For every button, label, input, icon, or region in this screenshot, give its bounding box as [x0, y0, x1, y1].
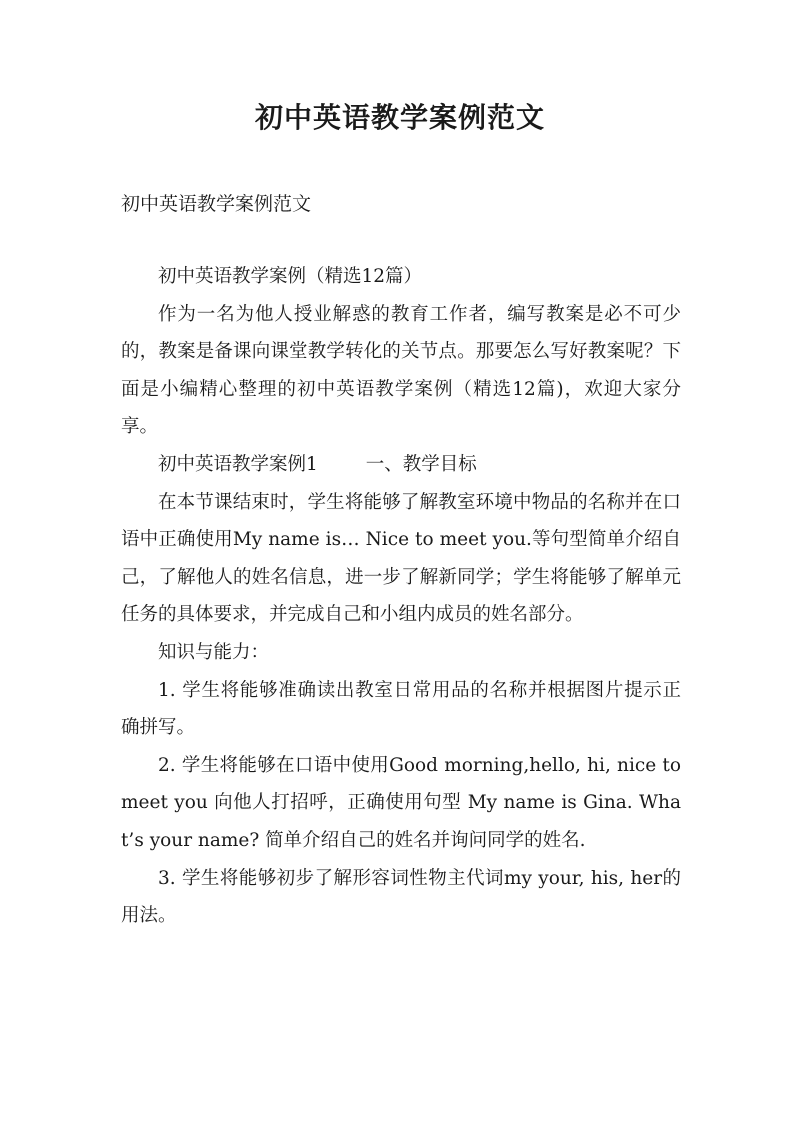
paragraph-intro: 作为一名为他人授业解惑的教育工作者，编写教案是必不可少的，教案是备课向课堂教学转化的关节点。那要怎么写好教案呢？下面是小编精心整理的初中英语教学案例（精选12篇)，欢迎大家分享。: [121, 303, 681, 438]
paragraph-case-heading: [121, 446, 681, 484]
paragraph-collection-title: 初中英语教学案例（精选12篇）: [158, 266, 423, 287]
paragraph-item-3: 3. 学生将能够初步了解形容词性物主代词my your, his, her的用法。: [121, 867, 681, 927]
document-title: 初中英语教学案例范文: [254, 101, 545, 134]
paragraph-item-1: 1. 学生将能够准确读出教室日常用品的名称并根据图片提示正确拼写。: [121, 679, 681, 739]
section-heading-teaching-goals: 一、教学目标: [365, 453, 477, 475]
paragraph-knowledge-heading: 知识与能力：: [158, 641, 270, 663]
case-title: 初中英语教学案例1: [158, 453, 318, 475]
document-subtitle: 初中英语教学案例范文: [121, 193, 312, 215]
paragraph-item-2: 2. 学生将能够在口语中使用Good morning,hello, hi, nice to meet you 向他人打招呼，正确使用句型 My name is Gina. What’s your name? 简单介绍自己的姓名并询问同学的姓名.: [121, 754, 681, 851]
document-body: [121, 258, 681, 935]
paragraph-goals: 在本节课结束时，学生将能够了解教室环境中物品的名称并在口语中正确使用My name is… Nice to meet you.等句型简单介绍自己，了解他人的姓名信息，进一步了解新同学；学生将能够了解单元任务的具体要求，并完成自己和小组内成员的姓名部分。: [121, 491, 681, 626]
